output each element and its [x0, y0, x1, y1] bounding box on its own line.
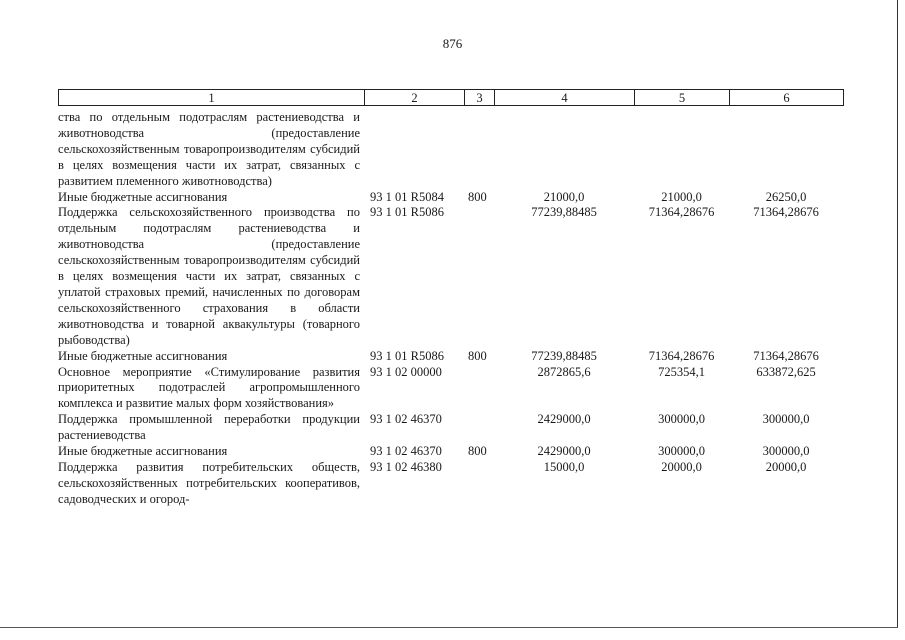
table-row	[58, 460, 843, 508]
row-amount-2: 21000,0	[661, 189, 702, 204]
row-expense-type	[464, 110, 494, 190]
budget-table-body	[58, 110, 843, 508]
page-frame-bottom	[0, 627, 898, 628]
row-name: Поддержка промышленной переработки продукции растениеводства	[58, 412, 360, 443]
row-name: ства по отдельным подотраслям растениеводства и животноводства (предоставление сельскохозяйственным товаропроизводителям субсидий в целях возмещения части их затрат, связанных с развитием племенного животноводства)	[58, 110, 360, 188]
header-col-3: 3	[465, 90, 495, 106]
row-name: Иные бюджетные ассигнования	[58, 348, 228, 363]
row-name: Иные бюджетные ассигнования	[58, 189, 228, 204]
row-code	[364, 110, 464, 190]
row-amount-1: 21000,0	[543, 189, 585, 204]
row-name: Иные бюджетные ассигнования	[58, 444, 228, 459]
row-amount-3: 300000,0	[762, 412, 810, 427]
row-amount-1: 77239,88485	[531, 205, 597, 220]
table-row	[58, 365, 843, 413]
table-row	[58, 205, 843, 348]
row-amount-1	[494, 110, 634, 190]
row-amount-1: 2429000,0	[537, 412, 591, 427]
row-expense-type	[464, 412, 494, 444]
row-amount-2: 71364,28676	[648, 205, 715, 220]
row-amount-3: 71364,28676	[753, 348, 819, 363]
table-row	[58, 110, 843, 190]
row-code: 93 1 01 R5086	[370, 348, 444, 363]
row-code: 93 1 01 R5086	[370, 205, 444, 220]
header-col-5: 5	[635, 90, 730, 106]
row-name: Поддержка развития потребительских обществ, сельскохозяйственных потребительских кооперативов, садоводческих и огород-	[58, 459, 360, 506]
row-amount-3: 633872,625	[756, 364, 816, 379]
header-col-1: 1	[59, 90, 365, 106]
row-expense-type	[464, 460, 494, 508]
row-amount-1: 15000,0	[543, 459, 585, 474]
table-row	[58, 412, 843, 444]
table-row	[58, 349, 843, 365]
row-amount-2: 300000,0	[658, 412, 705, 427]
row-code: 93 1 02 46370	[370, 412, 442, 427]
row-amount-2: 300000,0	[658, 444, 705, 459]
row-expense-type	[464, 205, 494, 348]
row-name: Поддержка сельскохозяйственного производства по отдельным подотраслям растениеводства и животноводства (предоставление сельскохозяйственным товаропроизводителям субсидий в целях возмещения части их затрат, связанных с уплатой страховых премий, начисленных по договорам сельскохозяйственного страхования в области животноводства и товарной аквакультуры (товарного рыбоводства)	[58, 205, 360, 347]
row-expense-type: 800	[468, 189, 487, 204]
row-amount-2: 725354,1	[658, 364, 705, 379]
header-col-2: 2	[365, 90, 465, 106]
row-amount-3: 71364,28676	[753, 205, 819, 220]
header-col-4: 4	[495, 90, 635, 106]
row-expense-type: 800	[468, 444, 487, 459]
header-col-6: 6	[730, 90, 844, 106]
column-number-header	[58, 89, 844, 106]
row-amount-3: 26250,0	[765, 189, 807, 204]
row-name: Основное мероприятие «Стимулирование развития приоритетных подотраслей агропромышленного комплекса и развитие малых форм хозяйствования»	[58, 364, 360, 411]
row-amount-1: 77239,88485	[531, 348, 597, 363]
row-code: 93 1 02 00000	[370, 364, 442, 379]
row-amount-3: 20000,0	[765, 459, 807, 474]
row-code: 93 1 02 46380	[370, 459, 442, 474]
table-row	[58, 190, 843, 206]
page-frame-right	[897, 0, 898, 628]
row-expense-type	[464, 365, 494, 413]
row-amount-3	[729, 110, 843, 190]
row-amount-2: 20000,0	[661, 459, 702, 474]
row-amount-2: 71364,28676	[648, 348, 715, 363]
page-number: 876	[442, 36, 463, 51]
row-expense-type: 800	[468, 348, 487, 363]
row-code: 93 1 01 R5084	[370, 189, 444, 204]
row-code: 93 1 02 46370	[370, 444, 442, 459]
row-amount-2	[634, 110, 729, 190]
row-amount-3: 300000,0	[762, 444, 810, 459]
row-amount-1: 2429000,0	[537, 444, 591, 459]
row-amount-1: 2872865,6	[537, 364, 591, 379]
table-row	[58, 444, 843, 460]
